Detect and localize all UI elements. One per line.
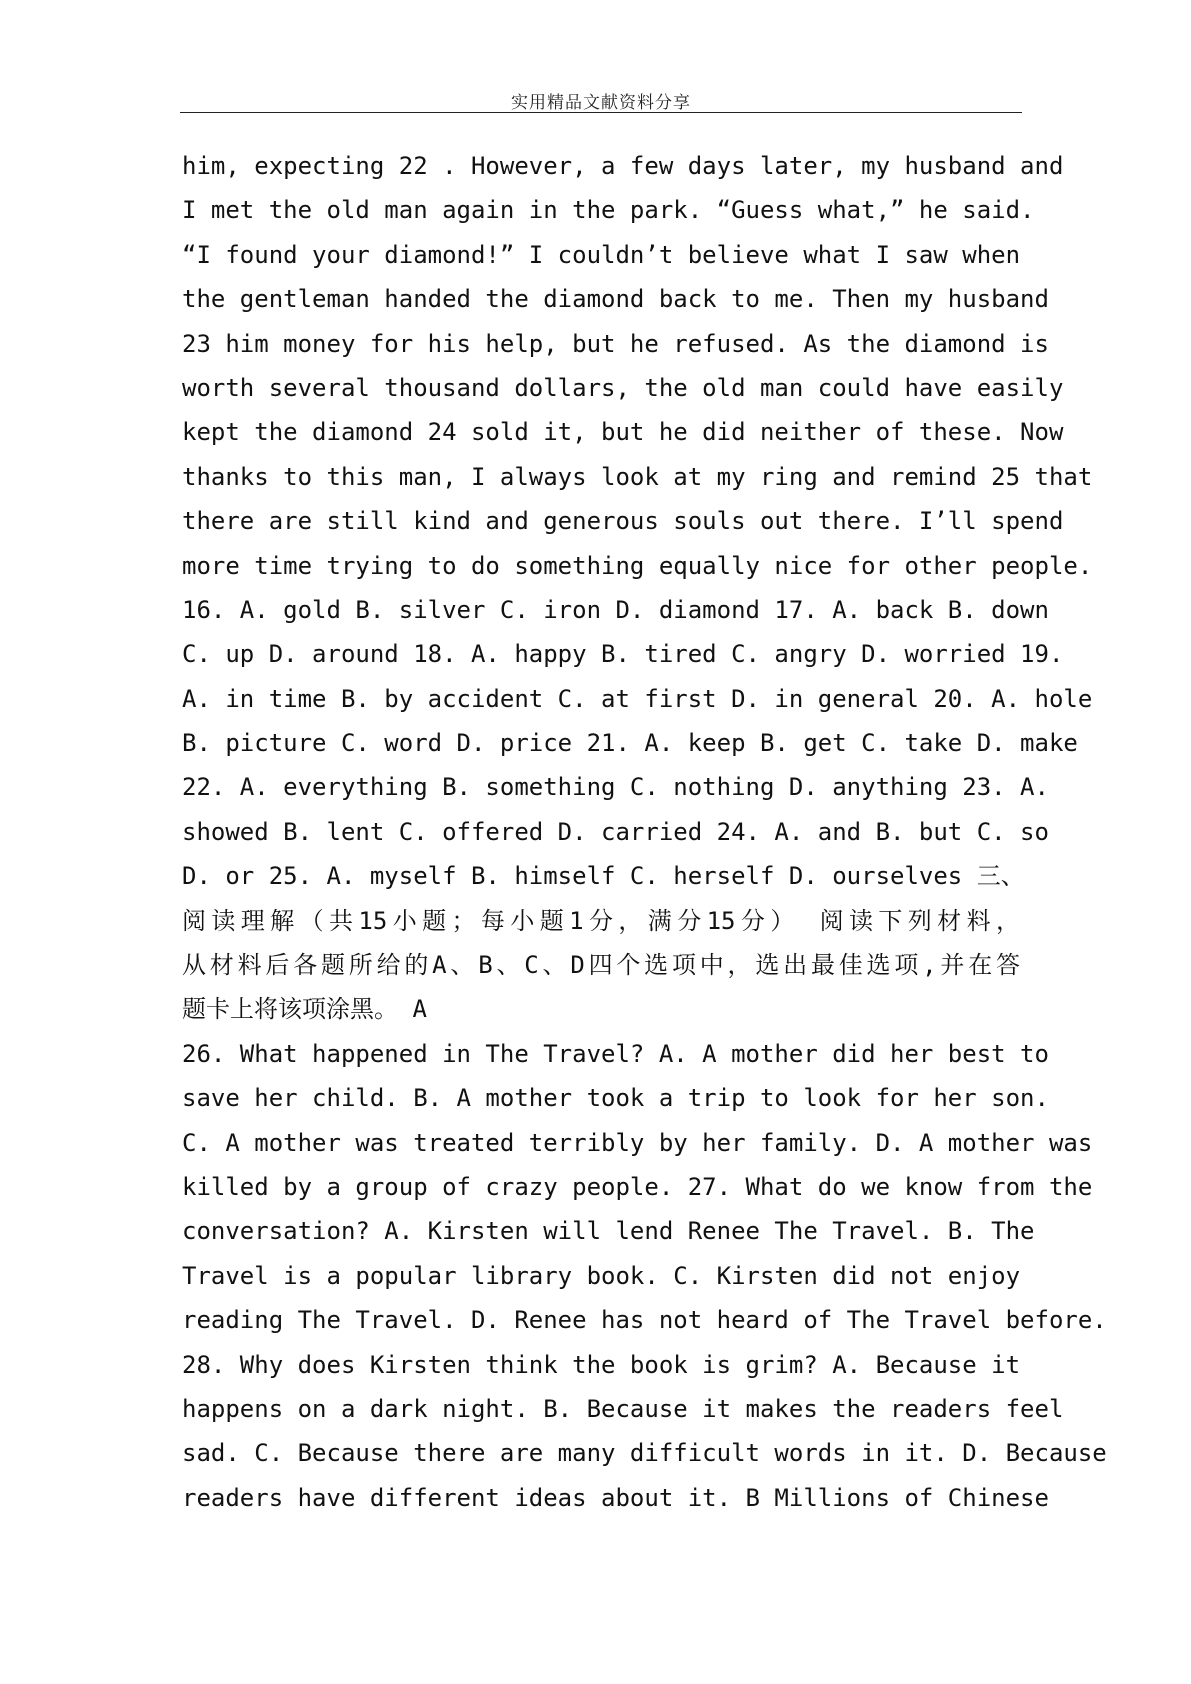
text-line: sad. C. Because there are many difficult words in it. D. Because (182, 1439, 1107, 1468)
text-line: happens on a dark night. B. Because it makes the readers feel (182, 1394, 1064, 1423)
text-line: C. up D. around 18. A. happy B. tired C. angry D. worried 19. (182, 640, 1064, 669)
document-body (182, 144, 1107, 1520)
text-line: showed B. lent C. offered D. carried 24. A. and B. but C. so (182, 817, 1049, 846)
text-line: save her child. B. A mother took a trip to look for her son. (182, 1084, 1049, 1113)
text-line: more time trying to do something equally nice for other people. (182, 551, 1093, 580)
text-line: killed by a group of crazy people. 27. What do we know from the (182, 1172, 1093, 1201)
text-line: 从材料后各题所给的A、B、C、D四个选项中，选出最佳选项,并在答 (182, 951, 1020, 980)
text-line: 16. A. gold B. silver C. iron D. diamond 17. A. back B. down (182, 595, 1049, 624)
text-line: 23 him money for his help, but he refused. As the diamond is (182, 329, 1049, 358)
text-line: readers have different ideas about it. B Millions of Chinese (182, 1483, 1049, 1512)
text-line: B. picture C. word D. price 21. A. keep B. get C. take D. make (182, 729, 1078, 758)
text-line: worth several thousand dollars, the old man could have easily (182, 373, 1064, 402)
text-line: the gentleman handed the diamond back to me. Then my husband (182, 285, 1049, 314)
text-line: Travel is a popular library book. C. Kirsten did not enjoy (182, 1261, 1021, 1290)
text-line: conversation? A. Kirsten will lend Renee The Travel. B. The (182, 1217, 1035, 1246)
text-line: D. or 25. A. myself B. himself C. herself D. ourselves 三、 (182, 862, 1025, 891)
text-line: him, expecting 22 . However, a few days later, my husband and (182, 152, 1064, 180)
text-line: A. in time B. by accident C. at first D. in general 20. A. hole (182, 684, 1093, 713)
text-line: 题卡上将该项涂黑。 A (182, 995, 427, 1024)
header-divider (180, 112, 1022, 113)
text-line: there are still kind and generous souls out there. I’ll spend (182, 507, 1064, 536)
text-line: kept the diamond 24 sold it, but he did neither of these. Now (182, 418, 1064, 447)
text-line: 28. Why does Kirsten think the book is grim? A. Because it (182, 1350, 1021, 1379)
text-line: I met the old man again in the park. “Guess what,” he said. (182, 196, 1035, 225)
text-line: thanks to this man, I always look at my ring and remind 25 that (182, 462, 1093, 491)
text-line: 22. A. everything B. something C. nothing D. anything 23. A. (182, 773, 1049, 802)
text-line: 26. What happened in The Travel? A. A mother did her best to (182, 1039, 1049, 1068)
text-line: reading The Travel. D. Renee has not heard of The Travel before. (182, 1306, 1107, 1335)
text-line: “I found your diamond!” I couldn’t believe what I saw when (182, 240, 1021, 269)
text-line: 阅读理解（共15小题；每小题1分，满分15分） 阅读下列材料， (182, 906, 1020, 935)
text-line: C. A mother was treated terribly by her family. D. A mother was (182, 1128, 1093, 1157)
page-header-title: 实用精品文献资料分享 (511, 93, 691, 113)
